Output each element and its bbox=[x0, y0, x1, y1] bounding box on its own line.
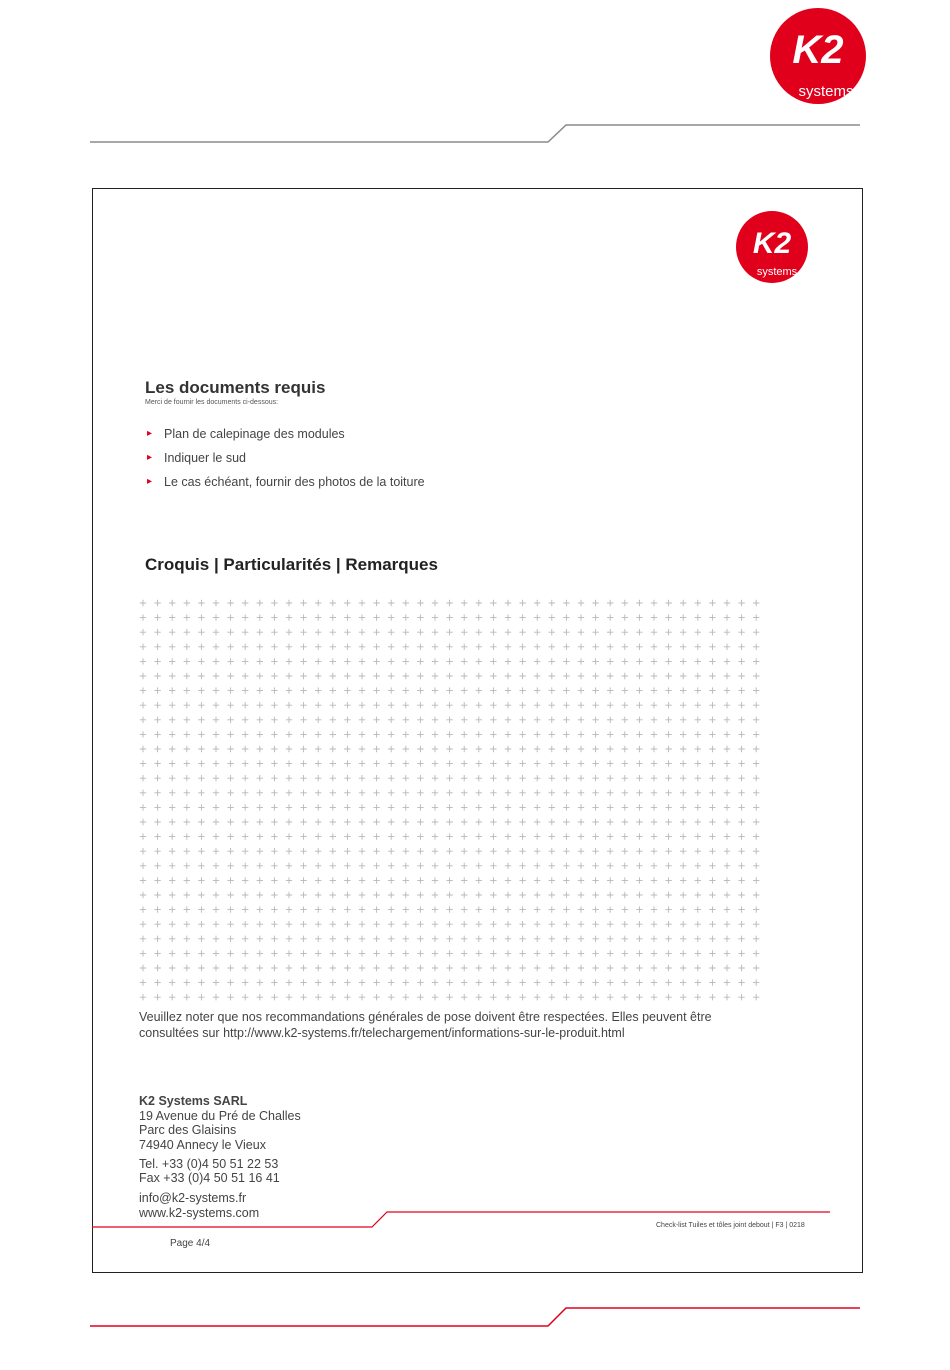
list-item-label: Plan de calepinage des modules bbox=[164, 427, 345, 441]
grid-crosses bbox=[140, 600, 760, 1001]
header-rule bbox=[0, 120, 950, 150]
bullet-icon: ▸ bbox=[147, 476, 153, 487]
recommendation-note bbox=[139, 1009, 779, 1041]
note-line-1: Veuillez noter que nos recommandations générales de pose doivent être respectées. Elles peuvent être bbox=[139, 1010, 712, 1024]
footer-rule bbox=[0, 1300, 950, 1332]
list-item bbox=[145, 424, 425, 448]
company-address bbox=[139, 1094, 301, 1152]
phone-block bbox=[139, 1158, 280, 1185]
logo-text-sub: systems bbox=[798, 83, 854, 100]
inner-logo-text-sub: systems bbox=[756, 266, 798, 278]
list-item-label: Le cas échéant, fournir des photos de la toiture bbox=[164, 475, 425, 489]
documents-subheading: Merci de fournir les documents ci-dessous: bbox=[145, 399, 279, 406]
website-link[interactable]: www.k2-systems.com bbox=[139, 1205, 260, 1220]
list-item bbox=[145, 472, 425, 496]
page-number: Page 4/4 bbox=[170, 1238, 211, 1249]
bullet-icon: ▸ bbox=[147, 428, 153, 439]
k2-logo bbox=[768, 8, 868, 104]
document-reference: Check-list Tuiles et tôles joint debout | F3 | 0218 bbox=[656, 1222, 805, 1229]
documents-heading: Les documents requis bbox=[145, 378, 326, 397]
address-park: Parc des Glaisins bbox=[139, 1123, 237, 1137]
note-line-2: consultées sur http://www.k2-systems.fr/telechargement/informations-sur-le-produit.html bbox=[139, 1026, 625, 1040]
phone-number: Tel. +33 (0)4 50 51 22 53 bbox=[139, 1157, 279, 1171]
address-street: 19 Avenue du Pré de Challes bbox=[139, 1108, 301, 1123]
list-item-label: Indiquer le sud bbox=[164, 451, 247, 465]
list-item bbox=[145, 448, 425, 472]
sketch-grid-area[interactable] bbox=[137, 597, 767, 1007]
email-address[interactable]: info@k2-systems.fr bbox=[139, 1191, 247, 1205]
inner-logo-text-main: K2 bbox=[752, 227, 792, 260]
logo-text-main: K2 bbox=[792, 28, 844, 72]
required-documents-list bbox=[145, 424, 425, 496]
bullet-icon: ▸ bbox=[147, 452, 153, 463]
company-name: K2 Systems SARL bbox=[139, 1094, 248, 1108]
croquis-heading: Croquis | Particularités | Remarques bbox=[145, 555, 438, 574]
fax-number: Fax +33 (0)4 50 51 16 41 bbox=[139, 1170, 280, 1185]
address-city: 74940 Annecy le Vieux bbox=[139, 1137, 266, 1152]
inner-footer-rule bbox=[92, 1205, 863, 1235]
k2-logo-inner bbox=[734, 210, 810, 284]
